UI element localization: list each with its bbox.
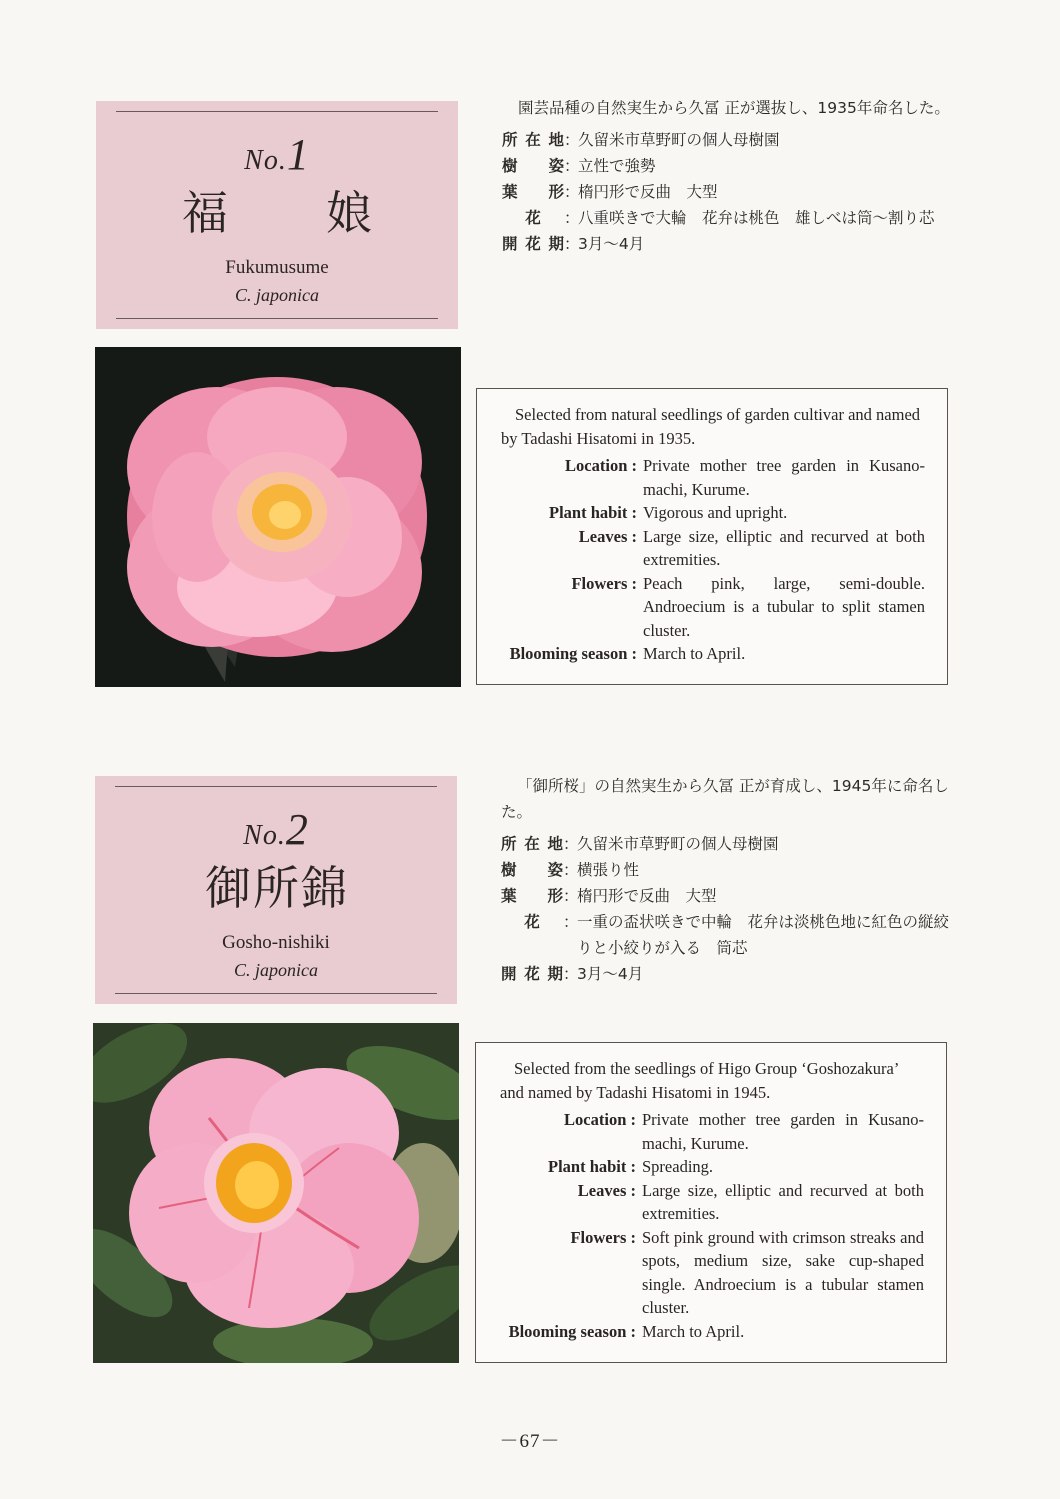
entry-1-number: No.1 — [244, 130, 310, 179]
title-rule-top — [116, 111, 438, 112]
jp-field-row: 所在地 ： 久留米市草野町の個人母樹園 — [501, 835, 779, 853]
entry-1-en-description — [476, 388, 948, 685]
en-field-row: Flowers : Peach pink, large, semi-double. Androecium is a tubular to split stamen cluster. — [571, 573, 925, 640]
en-field-row: Location : Private mother tree garden in Kusano-machi, Kurume. — [564, 1110, 924, 1153]
en-field-row: Blooming season : March to April. — [509, 644, 746, 663]
en-field-row: Leaves : Large size, elliptic and recurved at both extremities. — [577, 1180, 924, 1223]
title-rule-bottom — [116, 318, 438, 319]
jp-field-row: 樹 姿 ： 横張り性 — [501, 861, 640, 879]
entry-2-title-box — [95, 776, 457, 1004]
entry-2-en-description — [475, 1042, 947, 1363]
jp-field-row: 樹 姿 ： 立性で強勢 — [502, 157, 656, 175]
en-field-row: Flowers : Soft pink ground with crimson streaks and spots, medium size, sake cup-shaped single. Androecium is a tubular stamen cluster. — [570, 1227, 924, 1317]
en-field-row: Plant habit : Spreading. — [547, 1157, 714, 1176]
title-rule-bottom — [115, 993, 437, 994]
camellia-photo-1 — [95, 347, 461, 687]
entry-2-jp-intro: 「御所桜」の自然実生から久冨 正が育成し、1945年に命名した。 — [501, 777, 949, 821]
entry-1-species: C. japonica — [235, 285, 319, 305]
page-number: －67－ — [499, 1431, 561, 1452]
entry-1-jp-description — [502, 95, 952, 257]
entry-1-title-box — [96, 101, 458, 329]
title-rule-top — [115, 786, 437, 787]
jp-field-row: 開花期 ： 3月～4月 — [501, 965, 644, 983]
entry-1-en-intro: Selected from natural seedlings of garden cultivar and named by Tadashi Hisatomi in 1935. — [501, 405, 921, 448]
entry-2-en-name: Gosho-nishiki — [222, 932, 330, 953]
entry-2-en-intro: Selected from the seedlings of Higo Group ‘Goshozakura’ and named by Tadashi Hisatomi in 1945. — [500, 1059, 899, 1102]
en-field-row: Plant habit : Vigorous and upright. — [548, 503, 788, 522]
jp-field-row: 葉 形 ： 楕円形で反曲 大型 — [502, 183, 718, 201]
entry-2-number: No.2 — [243, 805, 309, 854]
en-field-row: Blooming season : March to April. — [508, 1321, 745, 1341]
entry-1-flower-photo — [95, 347, 461, 687]
jp-field-row: 開花期 ： 3月～4月 — [502, 235, 645, 253]
camellia-photo-2 — [93, 1023, 459, 1363]
entry-1-jp-name: 福 娘 — [182, 186, 398, 240]
jp-field-row: 花 ： 一重の盃状咲きで中輪 花弁は淡桃色地に紅色の縦絞りと小絞りが入る 筒芯 — [524, 913, 950, 957]
jp-field-row: 葉 形 ： 楕円形で反曲 大型 — [501, 887, 717, 905]
jp-field-row: 所在地 ： 久留米市草野町の個人母樹園 — [502, 131, 780, 149]
entry-2-jp-description — [501, 773, 951, 987]
entry-1-jp-intro: 園芸品種の自然実生から久冨 正が選抜し、1935年命名した。 — [518, 99, 950, 117]
jp-field-row: 花 ： 八重咲きで大輪 花弁は桃色 雄しべは筒～割り芯 — [525, 209, 935, 227]
entry-1-en-name: Fukumusume — [225, 257, 329, 278]
entry-2-flower-photo — [93, 1023, 459, 1363]
en-field-row: Location : Private mother tree garden in Kusano-machi, Kurume. — [565, 456, 925, 499]
en-field-row: Leaves : Large size, elliptic and recurved at both extremities. — [578, 526, 925, 569]
entry-2-jp-name: 御所錦 — [205, 861, 349, 915]
entry-2-species: C. japonica — [234, 960, 318, 980]
